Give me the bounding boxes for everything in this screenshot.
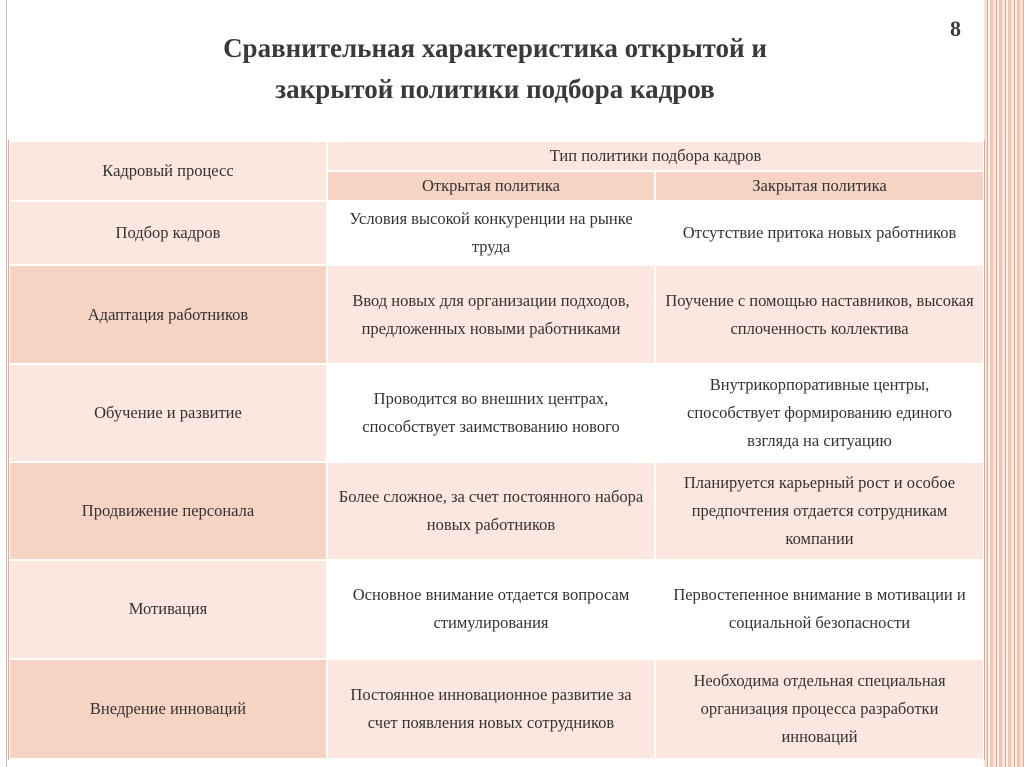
header-process: Кадровый процесс <box>9 141 327 201</box>
slide-title-line-2: закрытой политики подбора кадров <box>275 74 715 104</box>
cell-closed: Необходима отдельная специальная организация процесса разработки инноваций <box>655 659 984 759</box>
cell-process: Адаптация работников <box>9 265 327 363</box>
cell-closed: Отсутствие притока новых работников <box>655 201 984 265</box>
cell-open: Ввод новых для организации подходов, предложенных новыми работниками <box>327 265 655 363</box>
table-row <box>9 201 984 265</box>
table-row <box>9 560 984 658</box>
cell-closed: Планируется карьерный рост и особое предпочтения отдается сотрудникам компании <box>655 462 984 560</box>
slide-number: 8 <box>950 16 961 41</box>
table-row <box>9 364 984 462</box>
cell-open: Основное внимание отдается вопросам стимулирования <box>327 560 655 658</box>
cell-open: Постоянное инновационное развитие за счет появления новых сотрудников <box>327 659 655 759</box>
slide-title <box>60 28 930 110</box>
cell-closed: Первостепенное внимание в мотивации и социальной безопасности <box>655 560 984 658</box>
cell-open: Более сложное, за счет постоянного набора новых работников <box>327 462 655 560</box>
slide-frame-line <box>6 0 7 767</box>
cell-process: Внедрение инноваций <box>9 659 327 759</box>
table-row <box>9 265 984 363</box>
cell-process: Обучение и развитие <box>9 364 327 462</box>
slide-title-line-1: Сравнительная характеристика открытой и <box>223 33 767 63</box>
cell-open: Условия высокой конкуренции на рынке труда <box>327 201 655 265</box>
table-row <box>9 659 984 759</box>
header-closed-policy: Закрытая политика <box>655 171 984 201</box>
cell-process: Подбор кадров <box>9 201 327 265</box>
decorative-stripes <box>984 0 1024 767</box>
cell-closed: Поучение с помощью наставников, высокая сплоченность коллектива <box>655 265 984 363</box>
cell-process: Мотивация <box>9 560 327 658</box>
table-row <box>9 462 984 560</box>
header-open-policy: Открытая политика <box>327 171 655 201</box>
table-header-row <box>9 141 984 171</box>
cell-closed: Внутрикорпоративные центры, способствует формированию единого взгляда на ситуацию <box>655 364 984 462</box>
header-policy-type: Тип политики подбора кадров <box>327 141 984 171</box>
cell-open: Проводится во внешних центрах, способствует заимствованию нового <box>327 364 655 462</box>
comparison-table <box>8 140 983 760</box>
cell-process: Продвижение персонала <box>9 462 327 560</box>
